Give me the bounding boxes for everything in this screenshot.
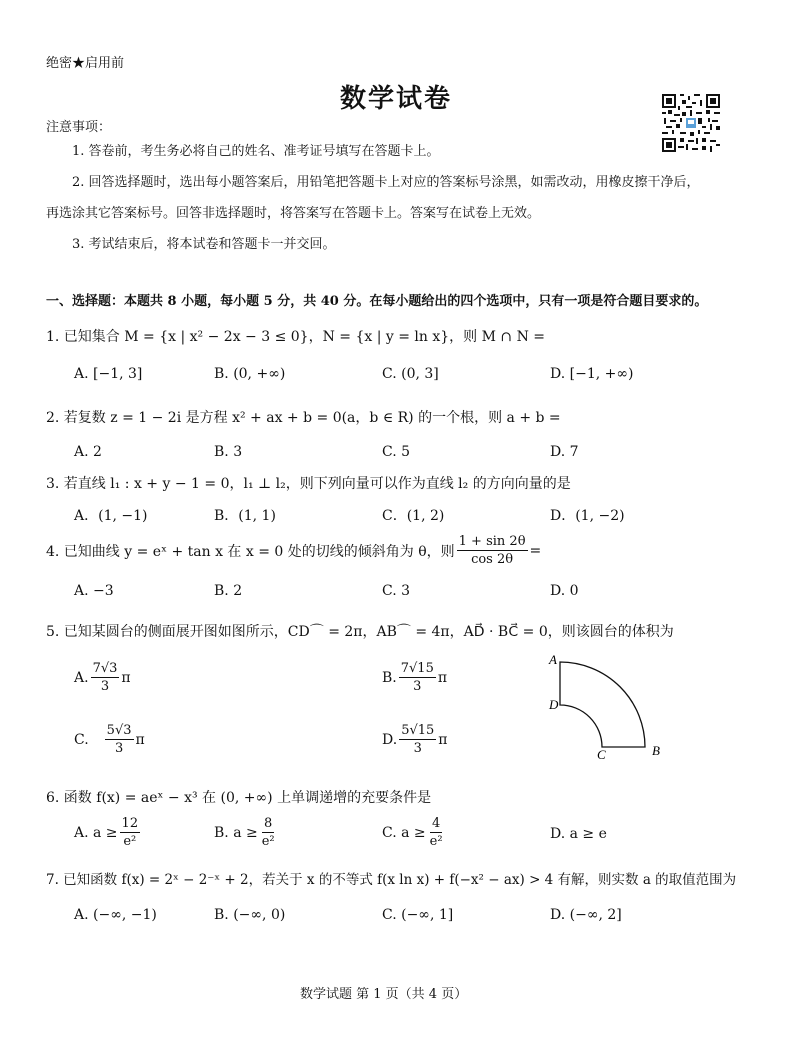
q7-option-c: C. (−∞, 1] <box>382 907 454 923</box>
q5-option-a <box>74 660 131 695</box>
q5-sector-figure <box>540 648 680 763</box>
q6-option-a <box>74 815 142 850</box>
q5-c-label: C. <box>74 731 89 748</box>
q5-b-fraction <box>399 660 436 695</box>
q7-option-a: A. (−∞, −1) <box>74 907 157 923</box>
q2-option-c: C. 5 <box>382 444 411 460</box>
point-d-label: D <box>549 697 559 712</box>
q5-option-c <box>74 722 145 757</box>
question-6-stem: 6. 函数 f(x) = aeˣ − x³ 在 (0, +∞) 上单调递增的充要条件是 <box>46 790 432 806</box>
q5-d-numerator: 5√15 <box>401 723 435 738</box>
q7-option-d: D. (−∞, 2] <box>550 907 622 923</box>
q4-equals: = <box>529 542 542 559</box>
q6-c-fraction <box>428 815 445 850</box>
q5-d-denominator: 3 <box>413 741 422 756</box>
q4-option-a: A. −3 <box>74 583 114 599</box>
q5-c-denominator: 3 <box>114 741 124 756</box>
q7-option-b: B. (−∞, 0) <box>214 907 286 923</box>
q6-option-c <box>382 815 447 850</box>
notice-item-3: 3. 考试结束后，将本试卷和答题卡一并交回。 <box>72 237 336 252</box>
q5-b-numerator: 7√15 <box>400 661 434 676</box>
q5-d-pi: π <box>438 731 448 748</box>
q4-option-b: B. 2 <box>214 583 243 599</box>
q6-b-fraction <box>260 815 277 850</box>
q5-c-fraction <box>105 722 134 757</box>
question-2-stem: 2. 若复数 z = 1 − 2i 是方程 x² + ax + b = 0(a，b ∈ R) 的一个根，则 a + b = <box>46 410 561 426</box>
q5-b-label: B. <box>382 669 397 686</box>
point-c-label: C <box>597 747 606 762</box>
notice-heading: 注意事项： <box>46 120 112 135</box>
q6-c-label: C. a ≥ <box>382 824 426 841</box>
q6-c-numerator: 4 <box>431 816 441 831</box>
q5-d-label: D. <box>382 731 398 748</box>
notice-item-2a: 2. 回答选择题时，选出每小题答案后，用铅笔把答题卡上对应的答案标号涂黑，如需改动，用橡皮擦干净后， <box>72 175 700 190</box>
point-a-label: A <box>549 652 557 667</box>
q6-c-denominator: e² <box>429 834 443 849</box>
q4-option-d: D. 0 <box>550 583 579 599</box>
q5-option-b <box>382 660 447 695</box>
q6-a-numerator: 12 <box>121 816 139 831</box>
q3-option-c: C．(1, 2) <box>382 508 445 524</box>
q5-a-numerator: 7√3 <box>92 661 118 676</box>
q5-b-denominator: 3 <box>413 679 422 694</box>
page-footer: 数学试题 第 1 页（共 4 页） <box>300 987 468 1002</box>
q3-option-a: A．(1, −1) <box>74 508 148 524</box>
q4-fraction <box>457 533 528 568</box>
question-3-stem: 3. 若直线 l₁ : x + y − 1 = 0，l₁ ⊥ l₂，则下列向量可以作为直线 l₂ 的方向向量的是 <box>46 476 571 492</box>
q6-b-denominator: e² <box>261 834 275 849</box>
q5-a-label: A. <box>74 669 89 686</box>
point-b-label: B <box>652 743 660 758</box>
q1-option-b: B. (0, +∞) <box>214 366 286 382</box>
qr-code-icon <box>662 94 720 152</box>
q6-a-denominator: e² <box>123 834 137 849</box>
q4-option-c: C. 3 <box>382 583 411 599</box>
sector-outline <box>560 662 645 747</box>
q6-option-d: D. a ≥ e <box>550 826 607 842</box>
q1-option-d: D. [−1, +∞) <box>550 366 634 382</box>
q5-a-pi: π <box>121 669 131 686</box>
q5-a-fraction <box>91 660 120 695</box>
q5-option-d <box>382 722 448 757</box>
q4-frac-numerator: 1 + sin 2θ <box>458 534 526 549</box>
q6-option-b <box>214 815 279 850</box>
question-4-stem <box>46 533 541 568</box>
notice-item-1: 1. 答卷前，考生务必将自己的姓名、准考证号填写在答题卡上。 <box>72 144 440 159</box>
q5-c-numerator: 5√3 <box>106 723 132 738</box>
notice-item-2b: 再选涂其它答案标号。回答非选择题时，将答案写在答题卡上。答案写在试卷上无效。 <box>46 206 541 221</box>
q3-option-b: B．(1, 1) <box>214 508 276 524</box>
q4-frac-denominator: cos 2θ <box>471 552 514 567</box>
q3-option-d: D．(1, −2) <box>550 508 625 524</box>
q1-option-c: C. (0, 3] <box>382 366 439 382</box>
q6-b-numerator: 8 <box>264 816 273 831</box>
q2-option-b: B. 3 <box>214 444 243 460</box>
question-7-stem: 7. 已知函数 f(x) = 2ˣ − 2⁻ˣ + 2，若关于 x 的不等式 f(x ln x) + f(−x² − ax) > 4 有解，则实数 a 的取值范围为 <box>46 872 737 888</box>
q6-a-fraction <box>120 815 141 850</box>
q5-c-pi: π <box>135 731 145 748</box>
q4-stem-text: 4. 已知曲线 y = eˣ + tan x 在 x = 0 处的切线的倾斜角为 θ，则 <box>46 543 455 560</box>
secret-label: 绝密★启用前 <box>46 56 125 71</box>
q6-b-label: B. a ≥ <box>214 824 258 841</box>
q2-option-a: A. 2 <box>74 444 102 460</box>
question-1-stem: 1. 已知集合 M = {x | x² − 2x − 3 ≤ 0}，N = {x | y = ln x}，则 M ∩ N = <box>46 329 546 345</box>
q5-d-fraction <box>399 722 436 757</box>
question-5-stem: 5. 已知某圆台的侧面展开图如图所示，CD⌒ = 2π，AB⌒ = 4π，AD⃗ · BC⃗ = 0，则该圆台的体积为 <box>46 624 674 640</box>
q2-option-d: D. 7 <box>550 444 579 460</box>
q6-a-label: A. a ≥ <box>74 824 118 841</box>
q1-option-a: A. [−1, 3] <box>74 366 143 382</box>
page-title: 数学试卷 <box>340 84 453 114</box>
section-heading: 一、选择题：本题共 8 小题，每小题 5 分，共 40 分。在每小题给出的四个选项中，只有一项是符合题目要求的。 <box>46 294 708 309</box>
q5-a-denominator: 3 <box>100 679 110 694</box>
q5-b-pi: π <box>437 669 448 686</box>
